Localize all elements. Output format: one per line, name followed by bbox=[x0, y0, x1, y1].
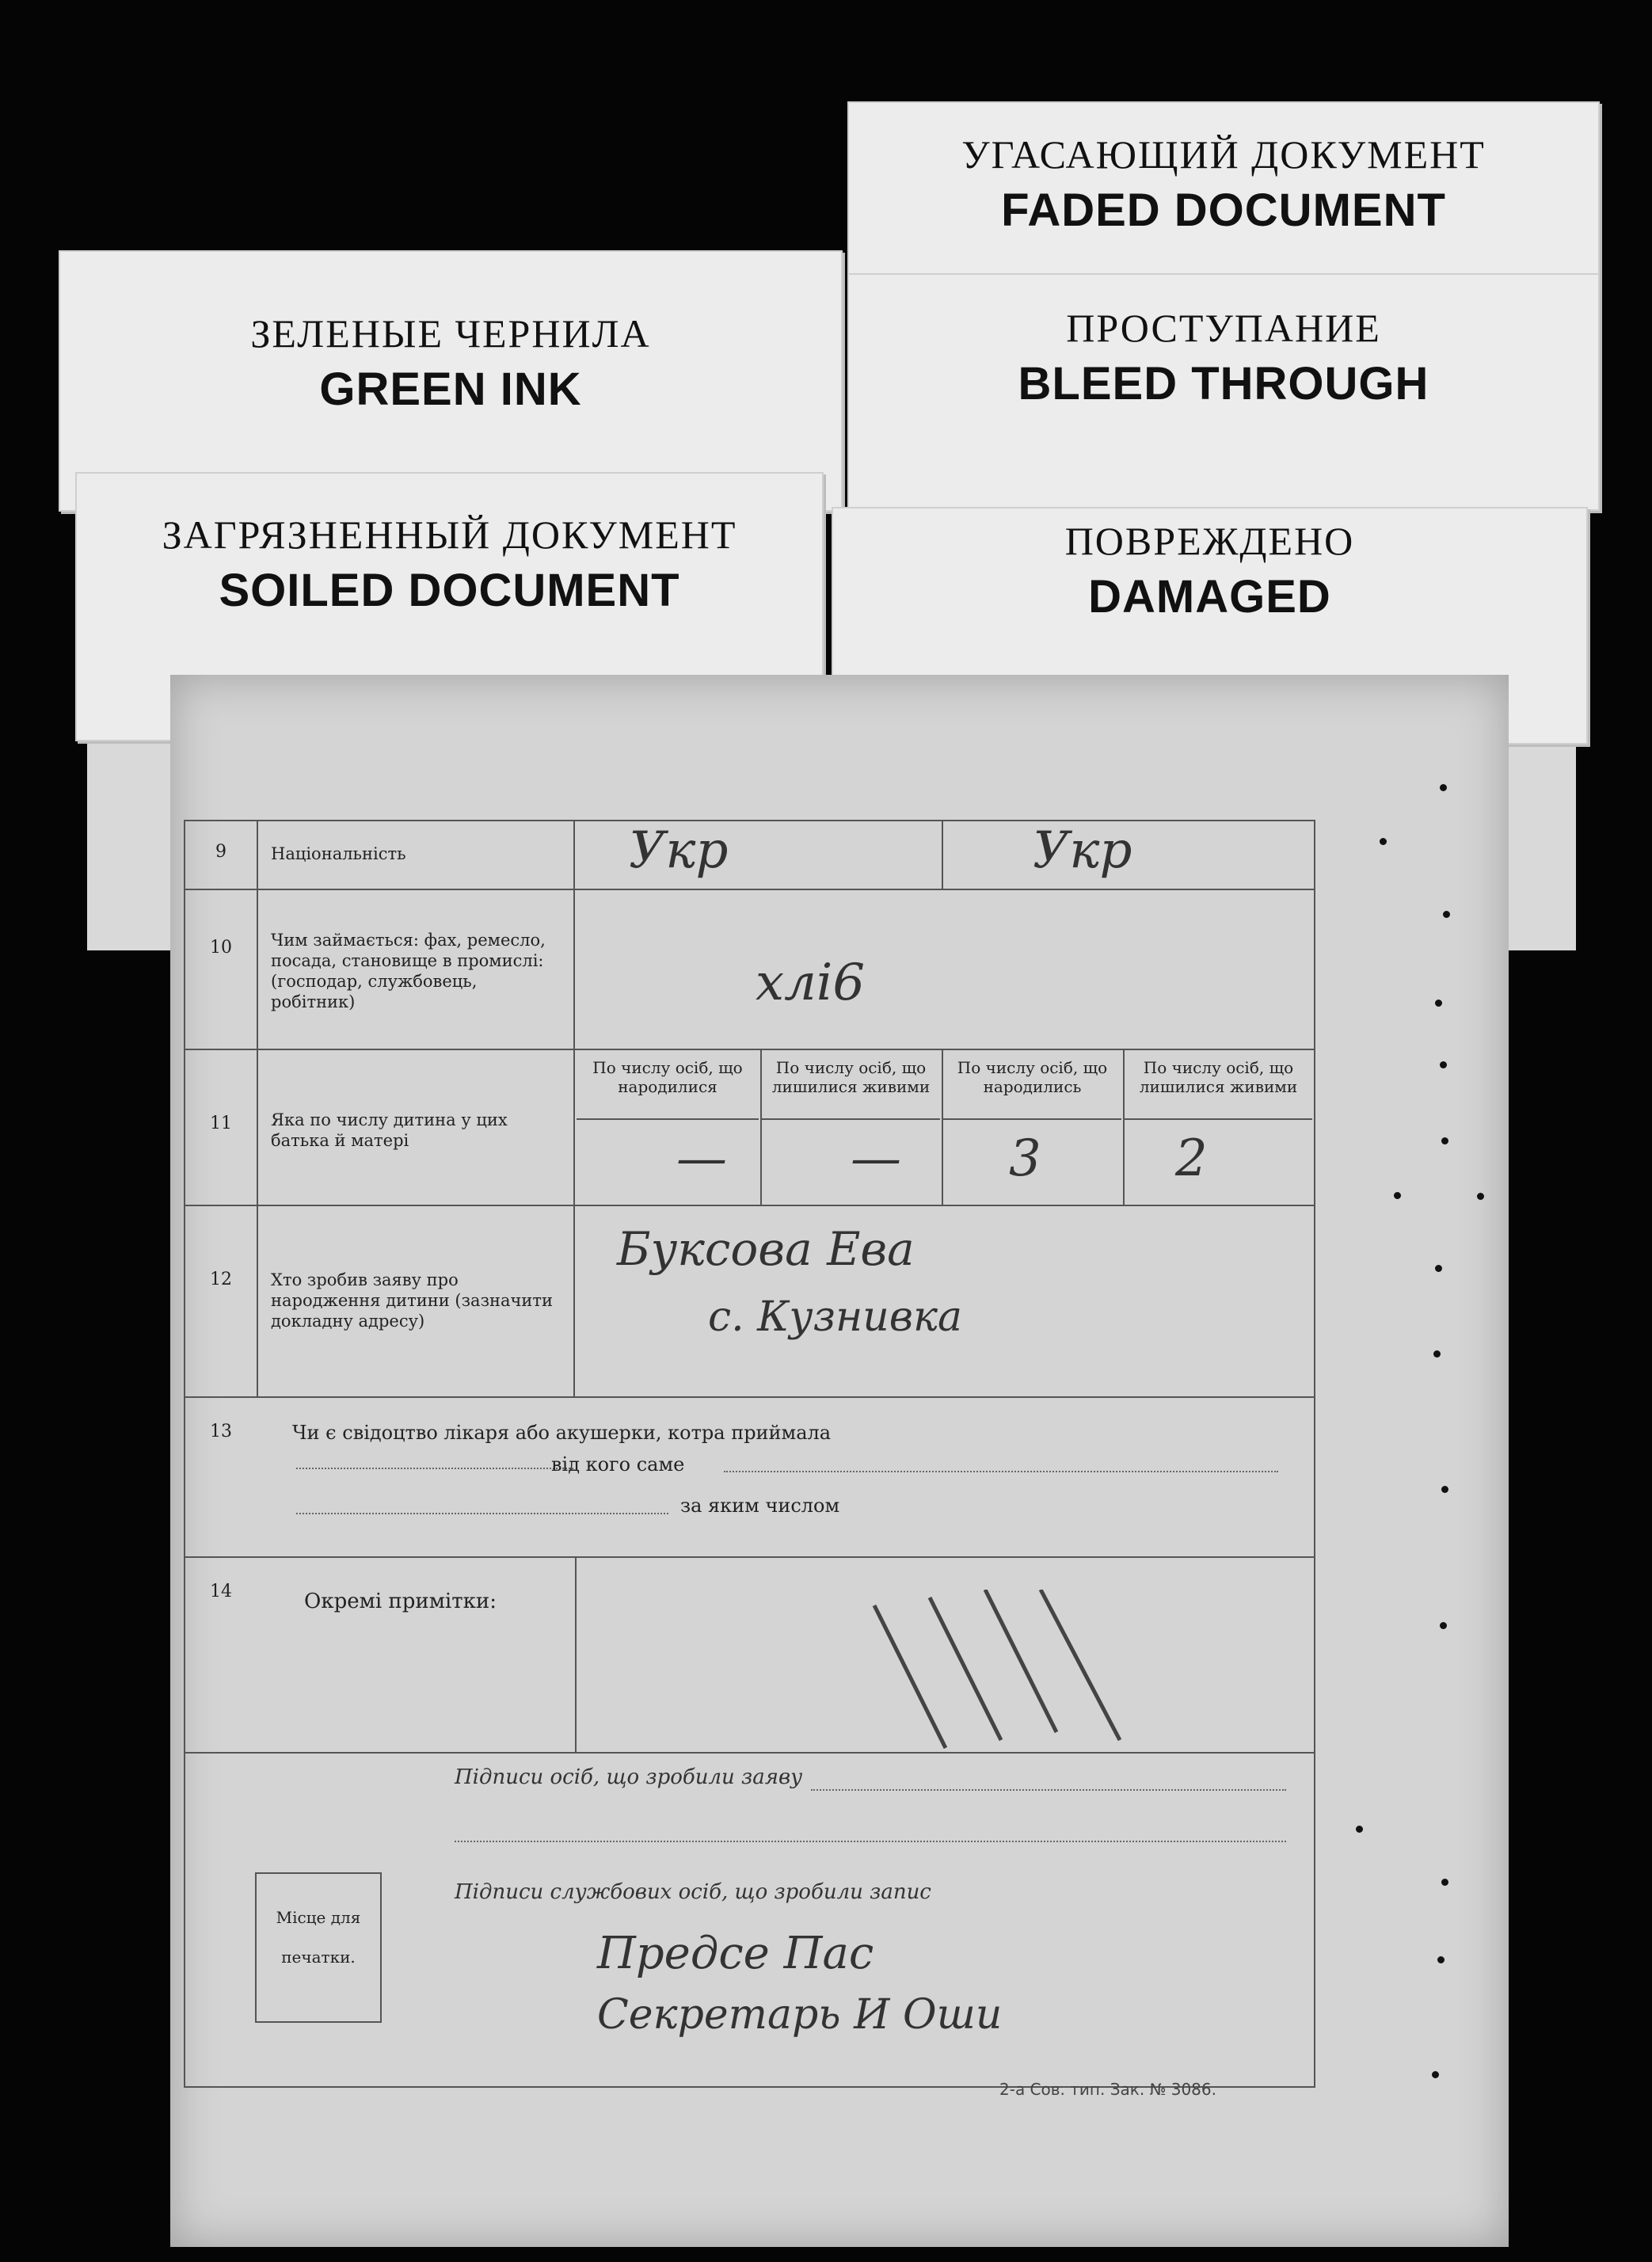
punch-hole bbox=[1356, 1826, 1363, 1833]
row-signatures bbox=[185, 1754, 1314, 2086]
punch-hole bbox=[1440, 1061, 1447, 1068]
soiled-en: SOILED DOCUMENT bbox=[219, 565, 680, 616]
handwritten-occupation: хлі6 bbox=[756, 954, 866, 1012]
dotted-line bbox=[724, 1471, 1278, 1472]
signature-declarant-label: Підписи осіб, що зробили заяву bbox=[455, 1765, 803, 1789]
dotted-line bbox=[296, 1468, 573, 1469]
punch-hole bbox=[1432, 2071, 1439, 2078]
row-label: Національність bbox=[258, 821, 575, 889]
bleed-en: BLEED THROUGH bbox=[1018, 358, 1429, 409]
row-certificate bbox=[185, 1398, 1314, 1558]
damaged-en: DAMAGED bbox=[1088, 571, 1331, 623]
col-header-alive-1: По числу осіб, що лишилися живими bbox=[762, 1050, 940, 1120]
handwritten-declarant-name: Буксова Ева bbox=[617, 1222, 915, 1276]
label-card-faded bbox=[847, 101, 1600, 291]
handwritten-alive-1: — bbox=[851, 1129, 901, 1188]
punch-hole bbox=[1443, 911, 1450, 918]
handwritten-nationality-father: Укр bbox=[629, 821, 729, 880]
row-notes bbox=[185, 1558, 1314, 1754]
soiled-ru: ЗАГРЯЗНЕННЫЙ ДОКУМЕНТ bbox=[162, 512, 737, 557]
stamp-marks bbox=[835, 1590, 1167, 1764]
row-declarant bbox=[185, 1206, 1314, 1398]
green-en: GREEN INK bbox=[319, 364, 582, 415]
punch-hole bbox=[1437, 1956, 1445, 1963]
handwritten-signature-chair: Предсе Пас bbox=[597, 1928, 874, 1979]
punch-hole bbox=[1477, 1193, 1484, 1200]
row-number: 14 bbox=[210, 1582, 232, 1601]
punch-hole bbox=[1440, 784, 1447, 791]
row-label: Яка по числу дитина у цих батька й матері bbox=[258, 1050, 575, 1205]
punch-hole bbox=[1441, 1486, 1448, 1493]
damaged-ru: ПОВРЕЖДЕНО bbox=[1064, 519, 1355, 563]
certificate-question: Чи є свідоцтво лікаря або акушерки, котра приймала bbox=[292, 1422, 832, 1444]
stamp-place: Місце для печатки. bbox=[255, 1872, 382, 2023]
faded-ru: УГАСАЮЩИЙ ДОКУМЕНТ bbox=[961, 132, 1486, 177]
dotted-line bbox=[455, 1841, 1286, 1842]
row-number: 13 bbox=[210, 1422, 232, 1441]
handwritten-born-2: 3 bbox=[1009, 1129, 1041, 1188]
row-nationality bbox=[185, 821, 1314, 890]
signature-official-label: Підписи службових осіб, що зробили запис bbox=[455, 1880, 931, 1904]
green-ru: ЗЕЛЕНЫЕ ЧЕРНИЛА bbox=[250, 311, 651, 356]
printer-footer: 2-а Сов. тип. Зак. № 3086. bbox=[999, 2080, 1216, 2099]
column-divider bbox=[575, 1558, 577, 1752]
handwritten-born-1: — bbox=[676, 1129, 727, 1188]
row-label: Чим займається: фах, ремесло, посада, становище в промислі: (господар, службовець, робітник) bbox=[258, 890, 575, 1049]
punch-hole bbox=[1435, 1265, 1442, 1272]
handwritten-nationality-mother: Укр bbox=[1033, 821, 1132, 880]
punch-hole bbox=[1380, 838, 1387, 845]
column-divider bbox=[942, 821, 943, 889]
col-header-born-2: По числу осіб, що народились bbox=[943, 1050, 1121, 1120]
certificate-from-whom: від кого саме bbox=[551, 1453, 685, 1476]
punch-hole bbox=[1440, 1622, 1447, 1629]
row-number: 9 bbox=[185, 821, 258, 889]
dotted-line bbox=[296, 1513, 668, 1514]
punch-hole bbox=[1441, 1879, 1448, 1886]
handwritten-declarant-address: с. Кузнивка bbox=[708, 1293, 963, 1341]
label-card-bleed bbox=[847, 273, 1600, 511]
row-number: 11 bbox=[185, 1050, 258, 1205]
col-header-alive-2: По числу осіб, що лишилися живими bbox=[1125, 1050, 1312, 1120]
birth-record-form bbox=[184, 820, 1315, 2088]
punch-hole bbox=[1435, 1000, 1442, 1007]
dotted-line bbox=[811, 1789, 1286, 1791]
faded-en: FADED DOCUMENT bbox=[1001, 185, 1446, 236]
row-number: 12 bbox=[185, 1206, 258, 1396]
row-occupation bbox=[185, 890, 1314, 1050]
certificate-date: за яким числом bbox=[680, 1495, 840, 1517]
handwritten-alive-2: 2 bbox=[1175, 1129, 1208, 1188]
handwritten-signature-secretary: Секретарь И Оши bbox=[597, 1991, 1003, 2039]
punch-hole bbox=[1433, 1350, 1441, 1358]
notes-label: Окремі примітки: bbox=[304, 1590, 497, 1613]
punch-hole bbox=[1441, 1137, 1448, 1144]
punch-hole bbox=[1394, 1192, 1401, 1199]
bleed-ru: ПРОСТУПАНИЕ bbox=[1066, 306, 1381, 350]
col-header-born-1: По числу осіб, що народилися bbox=[577, 1050, 759, 1120]
row-child-order bbox=[185, 1050, 1314, 1206]
row-number: 10 bbox=[185, 890, 258, 1049]
row-label: Хто зробив заяву про народження дитини (зазначити докладну адресу) bbox=[258, 1206, 575, 1396]
